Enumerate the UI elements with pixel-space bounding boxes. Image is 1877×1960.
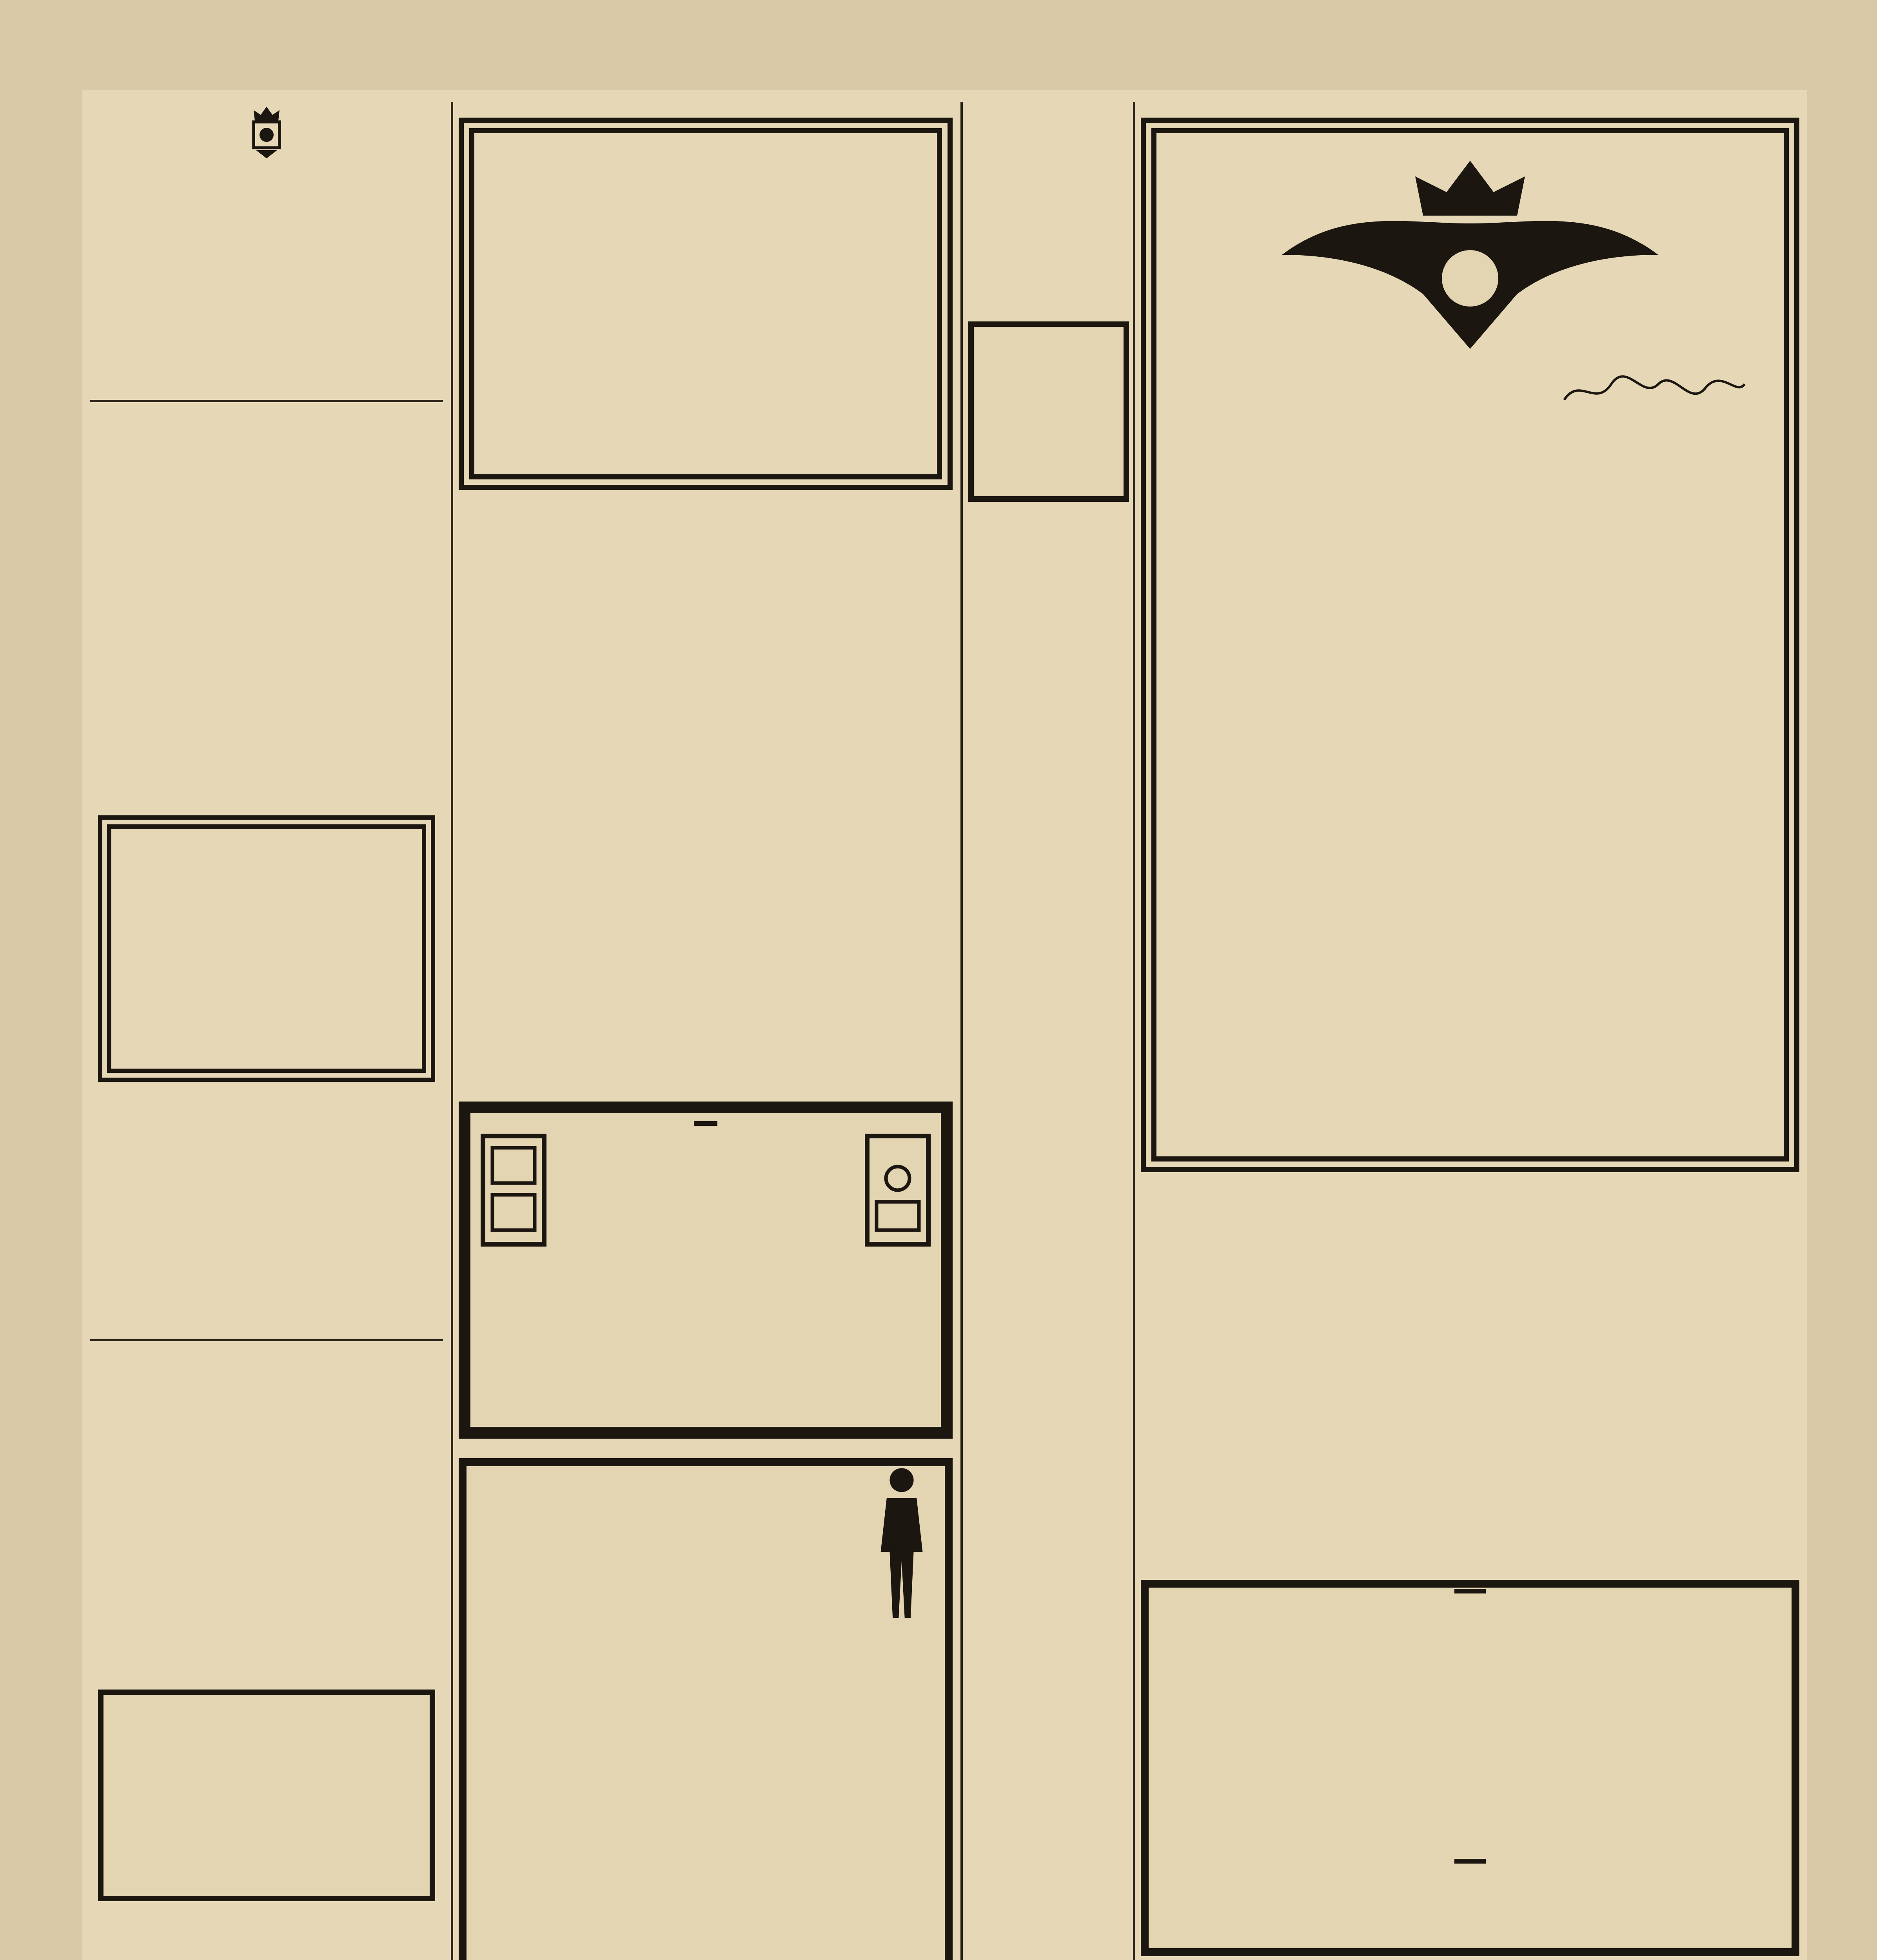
- ad-panu: [968, 717, 1129, 804]
- ad-kupectvi: [968, 514, 1129, 600]
- ad-vypsani-ofert: [90, 1345, 443, 1666]
- ad-nabytek: [1141, 1188, 1799, 1560]
- ad-pokladny-center: [549, 1184, 862, 1196]
- ad-nabytek-row: [1141, 1188, 1799, 1223]
- ad-jizdarna: [90, 98, 443, 396]
- ad-nabytek-right: [1650, 1188, 1799, 1223]
- column-rule: [451, 102, 453, 1960]
- ad-valna-hromada: [459, 506, 953, 1086]
- signature-scrawl: [1556, 368, 1752, 416]
- newspaper-page: [82, 90, 1807, 1960]
- ad-pokladny-body: [478, 1131, 933, 1249]
- ad-nabytek-center: [1290, 1188, 1650, 1192]
- soldier-figure-icon: [855, 1462, 949, 1627]
- ad-heading: [694, 1121, 717, 1126]
- coat-of-arms-icon: [1235, 145, 1705, 365]
- ad-notice: [98, 1690, 435, 1901]
- ad-specialista: [968, 321, 1129, 502]
- ad-nabytek-left: [1141, 1188, 1290, 1223]
- ad-divider: [90, 1339, 443, 1341]
- ad-konkurs: [90, 1917, 443, 1960]
- ad-side-text: [1149, 1603, 1176, 1854]
- ad-kulecnik: [968, 604, 1129, 713]
- ad-bottom: [1454, 1859, 1486, 1864]
- safe-icon: [862, 1131, 933, 1249]
- royal-crest-icon: [237, 102, 296, 161]
- ad-pokladny: [459, 1102, 953, 1439]
- ad-rothberg-col: [1384, 1603, 1556, 1607]
- ad-masquerade: [98, 815, 435, 1082]
- ad-thanks: [90, 1094, 443, 1337]
- safe-icon: [478, 1131, 549, 1249]
- ad-divider: [90, 400, 443, 402]
- ad-jizdarna-title-row: [90, 102, 443, 161]
- ad-dikuvzdani: [459, 118, 953, 490]
- ad-side-text: [1764, 1603, 1792, 1854]
- ad-kominicky: [968, 1223, 1129, 1317]
- ad-kauce: [968, 1031, 1129, 1219]
- ad-habakuk: [90, 404, 443, 804]
- ad-kvizda: [1141, 118, 1799, 1172]
- ad-header: [1454, 1589, 1486, 1593]
- ad-rothberg: [1141, 1580, 1799, 1956]
- ad-rothberg-body: [1149, 1603, 1792, 1854]
- ad-stepar: [968, 808, 1129, 1027]
- ad-zaskrti: [968, 110, 1129, 314]
- ad-rothberg-col: [1194, 1603, 1366, 1619]
